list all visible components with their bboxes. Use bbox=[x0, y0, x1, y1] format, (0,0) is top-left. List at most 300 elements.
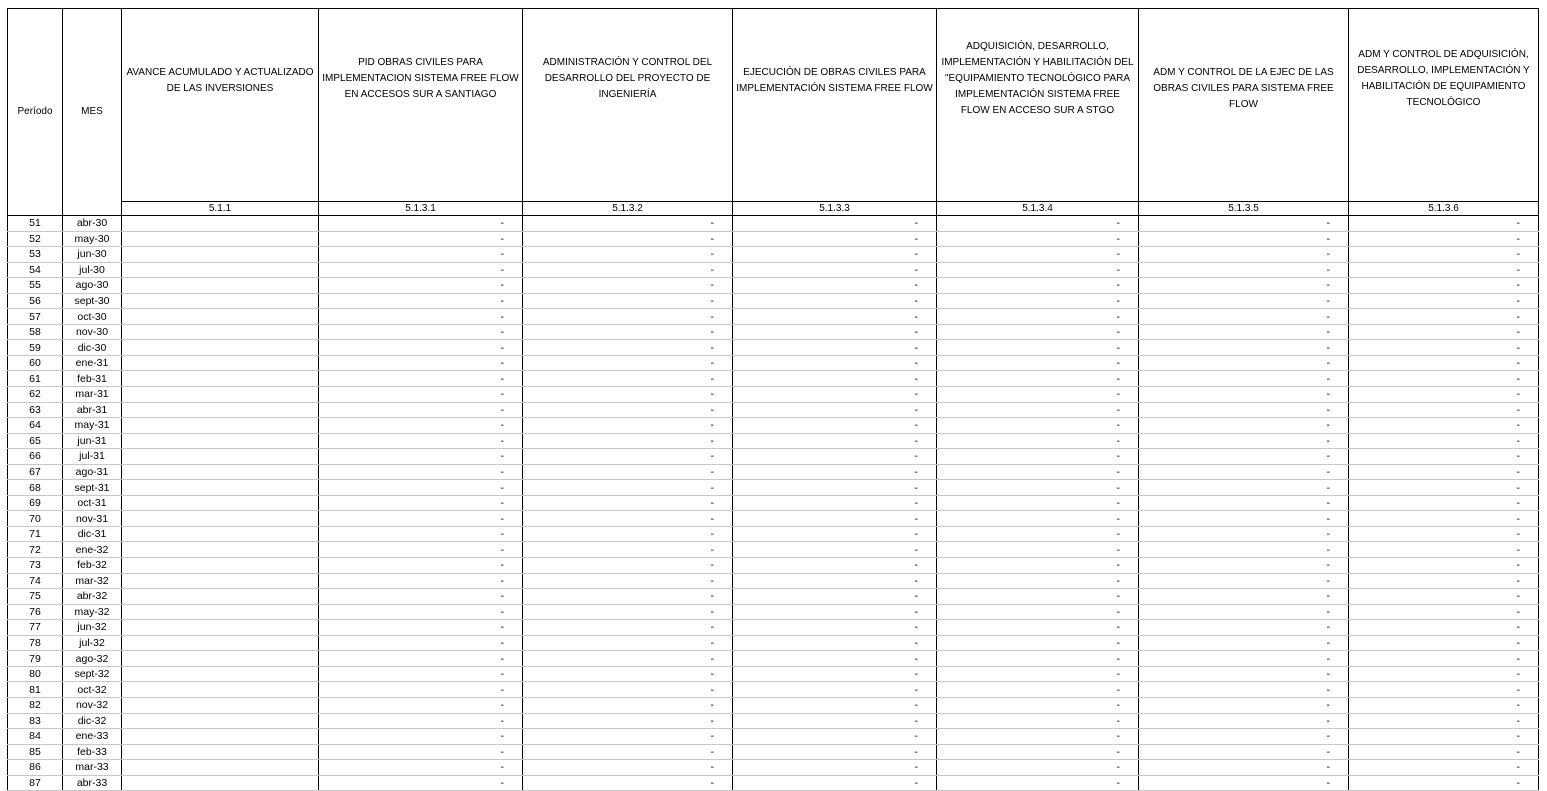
cell-5-1-3-1[interactable]: - bbox=[319, 775, 523, 791]
cell-5-1-3-1[interactable]: - bbox=[319, 247, 523, 263]
cell-mes[interactable]: jun-31 bbox=[63, 433, 122, 449]
cell-5-1-3-6[interactable]: - bbox=[1349, 744, 1539, 760]
cell-mes[interactable]: feb-33 bbox=[63, 744, 122, 760]
cell-5-1-3-6[interactable]: - bbox=[1349, 589, 1539, 605]
cell-5-1-3-2[interactable]: - bbox=[523, 620, 733, 636]
cell-periodo[interactable]: 69 bbox=[8, 495, 63, 511]
cell-5-1-3-1[interactable]: - bbox=[319, 480, 523, 496]
cell-mes[interactable]: dic-32 bbox=[63, 713, 122, 729]
cell-5-1-3-4[interactable]: - bbox=[937, 262, 1139, 278]
cell-periodo[interactable]: 63 bbox=[8, 402, 63, 418]
cell-5-1-3-2[interactable]: - bbox=[523, 744, 733, 760]
cell-5-1-3-1[interactable]: - bbox=[319, 355, 523, 371]
cell-5-1-3-4[interactable]: - bbox=[937, 558, 1139, 574]
cell-periodo[interactable]: 58 bbox=[8, 324, 63, 340]
cell-5-1-3-1[interactable]: - bbox=[319, 293, 523, 309]
cell-periodo[interactable]: 85 bbox=[8, 744, 63, 760]
cell-5-1-3-2[interactable]: - bbox=[523, 309, 733, 325]
cell-5-1-3-6[interactable]: - bbox=[1349, 682, 1539, 698]
cell-5-1-3-1[interactable]: - bbox=[319, 558, 523, 574]
cell-5-1-3-3[interactable]: - bbox=[733, 402, 937, 418]
cell-mes[interactable]: mar-32 bbox=[63, 573, 122, 589]
cell-5-1-3-5[interactable]: - bbox=[1139, 216, 1349, 232]
cell-5-1-3-6[interactable]: - bbox=[1349, 371, 1539, 387]
cell-5-1-3-3[interactable]: - bbox=[733, 729, 937, 745]
cell-5-1-3-5[interactable]: - bbox=[1139, 464, 1349, 480]
cell-5-1-3-1[interactable]: - bbox=[319, 449, 523, 465]
code-5-1-3-4[interactable]: 5.1.3.4 bbox=[937, 202, 1139, 216]
cell-5-1-1[interactable] bbox=[122, 293, 319, 309]
cell-5-1-1[interactable] bbox=[122, 418, 319, 434]
cell-5-1-1[interactable] bbox=[122, 682, 319, 698]
cell-5-1-3-3[interactable]: - bbox=[733, 340, 937, 356]
cell-5-1-3-1[interactable]: - bbox=[319, 666, 523, 682]
cell-periodo[interactable]: 57 bbox=[8, 309, 63, 325]
cell-5-1-3-6[interactable]: - bbox=[1349, 635, 1539, 651]
header-mes[interactable]: MES bbox=[63, 9, 122, 216]
cell-5-1-3-4[interactable]: - bbox=[937, 589, 1139, 605]
cell-periodo[interactable]: 74 bbox=[8, 573, 63, 589]
cell-5-1-3-4[interactable]: - bbox=[937, 635, 1139, 651]
cell-5-1-3-3[interactable]: - bbox=[733, 418, 937, 434]
cell-5-1-3-4[interactable]: - bbox=[937, 697, 1139, 713]
cell-5-1-1[interactable] bbox=[122, 604, 319, 620]
cell-5-1-3-4[interactable]: - bbox=[937, 526, 1139, 542]
cell-5-1-3-5[interactable]: - bbox=[1139, 433, 1349, 449]
cell-5-1-3-3[interactable]: - bbox=[733, 744, 937, 760]
cell-5-1-3-3[interactable]: - bbox=[733, 216, 937, 232]
cell-5-1-3-4[interactable]: - bbox=[937, 542, 1139, 558]
cell-5-1-3-6[interactable]: - bbox=[1349, 526, 1539, 542]
cell-5-1-3-5[interactable]: - bbox=[1139, 340, 1349, 356]
cell-5-1-3-4[interactable]: - bbox=[937, 666, 1139, 682]
cell-5-1-3-6[interactable]: - bbox=[1349, 262, 1539, 278]
cell-5-1-3-4[interactable]: - bbox=[937, 760, 1139, 776]
cell-5-1-3-5[interactable]: - bbox=[1139, 729, 1349, 745]
cell-5-1-3-2[interactable]: - bbox=[523, 604, 733, 620]
cell-5-1-3-3[interactable]: - bbox=[733, 480, 937, 496]
code-5-1-3-3[interactable]: 5.1.3.3 bbox=[733, 202, 937, 216]
cell-5-1-1[interactable] bbox=[122, 262, 319, 278]
cell-5-1-3-4[interactable]: - bbox=[937, 402, 1139, 418]
cell-5-1-3-6[interactable]: - bbox=[1349, 247, 1539, 263]
cell-mes[interactable]: jun-30 bbox=[63, 247, 122, 263]
cell-mes[interactable]: oct-32 bbox=[63, 682, 122, 698]
cell-mes[interactable]: abr-33 bbox=[63, 775, 122, 791]
cell-5-1-3-5[interactable]: - bbox=[1139, 589, 1349, 605]
cell-5-1-3-5[interactable]: - bbox=[1139, 635, 1349, 651]
cell-mes[interactable]: mar-33 bbox=[63, 760, 122, 776]
cell-5-1-3-6[interactable]: - bbox=[1349, 449, 1539, 465]
cell-5-1-3-3[interactable]: - bbox=[733, 620, 937, 636]
cell-5-1-3-6[interactable]: - bbox=[1349, 293, 1539, 309]
cell-5-1-3-3[interactable]: - bbox=[733, 449, 937, 465]
cell-periodo[interactable]: 64 bbox=[8, 418, 63, 434]
cell-5-1-3-4[interactable]: - bbox=[937, 433, 1139, 449]
cell-5-1-3-6[interactable]: - bbox=[1349, 729, 1539, 745]
cell-periodo[interactable]: 87 bbox=[8, 775, 63, 791]
cell-5-1-3-6[interactable]: - bbox=[1349, 775, 1539, 791]
cell-5-1-3-2[interactable]: - bbox=[523, 526, 733, 542]
cell-5-1-3-3[interactable]: - bbox=[733, 262, 937, 278]
cell-5-1-3-5[interactable]: - bbox=[1139, 511, 1349, 527]
cell-5-1-3-6[interactable]: - bbox=[1349, 604, 1539, 620]
cell-periodo[interactable]: 67 bbox=[8, 464, 63, 480]
cell-5-1-3-6[interactable]: - bbox=[1349, 620, 1539, 636]
cell-mes[interactable]: ene-31 bbox=[63, 355, 122, 371]
cell-5-1-3-3[interactable]: - bbox=[733, 231, 937, 247]
header-5-1-3-3[interactable]: EJECUCIÓN DE OBRAS CIVILES PARA IMPLEMENTACIÓN SISTEMA FREE FLOW bbox=[733, 9, 937, 202]
cell-5-1-3-3[interactable]: - bbox=[733, 558, 937, 574]
cell-mes[interactable]: may-30 bbox=[63, 231, 122, 247]
cell-mes[interactable]: ago-31 bbox=[63, 464, 122, 480]
cell-5-1-3-5[interactable]: - bbox=[1139, 402, 1349, 418]
cell-5-1-3-2[interactable]: - bbox=[523, 464, 733, 480]
cell-5-1-1[interactable] bbox=[122, 713, 319, 729]
cell-mes[interactable]: jun-32 bbox=[63, 620, 122, 636]
cell-5-1-3-5[interactable]: - bbox=[1139, 760, 1349, 776]
cell-5-1-3-1[interactable]: - bbox=[319, 573, 523, 589]
cell-5-1-3-4[interactable]: - bbox=[937, 309, 1139, 325]
cell-5-1-3-6[interactable]: - bbox=[1349, 651, 1539, 667]
cell-5-1-3-2[interactable]: - bbox=[523, 340, 733, 356]
cell-5-1-3-4[interactable]: - bbox=[937, 355, 1139, 371]
cell-5-1-3-3[interactable]: - bbox=[733, 371, 937, 387]
code-5-1-3-5[interactable]: 5.1.3.5 bbox=[1139, 202, 1349, 216]
cell-5-1-3-2[interactable]: - bbox=[523, 371, 733, 387]
cell-5-1-3-5[interactable]: - bbox=[1139, 697, 1349, 713]
cell-5-1-3-1[interactable]: - bbox=[319, 418, 523, 434]
header-5-1-3-4[interactable]: ADQUISICIÓN, DESARROLLO, IMPLEMENTACIÓN Y HABILITACIÓN DEL "EQUIPAMIENTO TECNOLÓGICO PARA IMPLEMENTACIÓN SISTEMA FREE FLOW EN ACCESO SUR A STGO bbox=[937, 9, 1139, 202]
cell-5-1-3-5[interactable]: - bbox=[1139, 355, 1349, 371]
cell-5-1-3-2[interactable]: - bbox=[523, 355, 733, 371]
cell-periodo[interactable]: 70 bbox=[8, 511, 63, 527]
cell-5-1-3-2[interactable]: - bbox=[523, 278, 733, 294]
cell-5-1-3-4[interactable]: - bbox=[937, 511, 1139, 527]
cell-periodo[interactable]: 78 bbox=[8, 635, 63, 651]
cell-mes[interactable]: feb-32 bbox=[63, 558, 122, 574]
header-5-1-3-1[interactable]: PID OBRAS CIVILES PARA IMPLEMENTACION SISTEMA FREE FLOW EN ACCESOS SUR A SANTIAGO bbox=[319, 9, 523, 202]
cell-5-1-3-5[interactable]: - bbox=[1139, 620, 1349, 636]
cell-periodo[interactable]: 62 bbox=[8, 387, 63, 403]
cell-mes[interactable]: ago-30 bbox=[63, 278, 122, 294]
cell-5-1-1[interactable] bbox=[122, 589, 319, 605]
cell-mes[interactable]: sept-32 bbox=[63, 666, 122, 682]
cell-5-1-3-3[interactable]: - bbox=[733, 278, 937, 294]
cell-5-1-3-1[interactable]: - bbox=[319, 729, 523, 745]
cell-5-1-3-2[interactable]: - bbox=[523, 542, 733, 558]
cell-5-1-1[interactable] bbox=[122, 480, 319, 496]
cell-mes[interactable]: mar-31 bbox=[63, 387, 122, 403]
cell-mes[interactable]: feb-31 bbox=[63, 371, 122, 387]
cell-5-1-3-3[interactable]: - bbox=[733, 775, 937, 791]
cell-5-1-3-5[interactable]: - bbox=[1139, 526, 1349, 542]
cell-5-1-3-2[interactable]: - bbox=[523, 402, 733, 418]
cell-5-1-3-5[interactable]: - bbox=[1139, 744, 1349, 760]
cell-5-1-3-4[interactable]: - bbox=[937, 682, 1139, 698]
cell-5-1-3-6[interactable]: - bbox=[1349, 216, 1539, 232]
cell-5-1-1[interactable] bbox=[122, 309, 319, 325]
cell-5-1-3-4[interactable]: - bbox=[937, 418, 1139, 434]
header-5-1-3-6[interactable]: ADM Y CONTROL DE ADQUISICIÓN, DESARROLLO, IMPLEMENTACIÓN Y HABILITACIÓN DE EQUIPAMIENTO TECNOLÓGICO bbox=[1349, 9, 1539, 202]
cell-5-1-3-6[interactable]: - bbox=[1349, 666, 1539, 682]
cell-periodo[interactable]: 86 bbox=[8, 760, 63, 776]
cell-periodo[interactable]: 72 bbox=[8, 542, 63, 558]
header-5-1-3-5[interactable]: ADM Y CONTROL DE LA EJEC DE LAS OBRAS CIVILES PARA SISTEMA FREE FLOW bbox=[1139, 9, 1349, 202]
cell-5-1-3-1[interactable]: - bbox=[319, 760, 523, 776]
cell-5-1-3-6[interactable]: - bbox=[1349, 418, 1539, 434]
cell-5-1-3-3[interactable]: - bbox=[733, 697, 937, 713]
cell-5-1-1[interactable] bbox=[122, 635, 319, 651]
cell-mes[interactable]: may-32 bbox=[63, 604, 122, 620]
cell-5-1-1[interactable] bbox=[122, 247, 319, 263]
cell-5-1-3-4[interactable]: - bbox=[937, 464, 1139, 480]
cell-5-1-3-3[interactable]: - bbox=[733, 573, 937, 589]
header-5-1-3-2[interactable]: ADMINISTRACIÓN Y CONTROL DEL DESARROLLO DEL PROYECTO DE INGENIERÍA bbox=[523, 9, 733, 202]
cell-5-1-1[interactable] bbox=[122, 651, 319, 667]
cell-5-1-3-3[interactable]: - bbox=[733, 651, 937, 667]
cell-5-1-3-1[interactable]: - bbox=[319, 713, 523, 729]
code-5-1-3-1[interactable]: 5.1.3.1 bbox=[319, 202, 523, 216]
cell-5-1-3-5[interactable]: - bbox=[1139, 231, 1349, 247]
cell-5-1-3-1[interactable]: - bbox=[319, 697, 523, 713]
cell-5-1-3-6[interactable]: - bbox=[1349, 760, 1539, 776]
cell-5-1-1[interactable] bbox=[122, 511, 319, 527]
cell-5-1-3-2[interactable]: - bbox=[523, 729, 733, 745]
cell-5-1-3-1[interactable]: - bbox=[319, 278, 523, 294]
cell-5-1-1[interactable] bbox=[122, 558, 319, 574]
cell-5-1-3-3[interactable]: - bbox=[733, 760, 937, 776]
cell-5-1-3-3[interactable]: - bbox=[733, 293, 937, 309]
cell-periodo[interactable]: 55 bbox=[8, 278, 63, 294]
cell-5-1-3-1[interactable]: - bbox=[319, 387, 523, 403]
cell-periodo[interactable]: 82 bbox=[8, 697, 63, 713]
cell-5-1-3-1[interactable]: - bbox=[319, 371, 523, 387]
cell-5-1-3-1[interactable]: - bbox=[319, 589, 523, 605]
cell-periodo[interactable]: 52 bbox=[8, 231, 63, 247]
cell-5-1-3-5[interactable]: - bbox=[1139, 309, 1349, 325]
cell-5-1-3-5[interactable]: - bbox=[1139, 713, 1349, 729]
cell-5-1-3-6[interactable]: - bbox=[1349, 433, 1539, 449]
cell-5-1-3-5[interactable]: - bbox=[1139, 293, 1349, 309]
cell-5-1-3-4[interactable]: - bbox=[937, 604, 1139, 620]
cell-5-1-3-3[interactable]: - bbox=[733, 604, 937, 620]
cell-mes[interactable]: nov-30 bbox=[63, 324, 122, 340]
cell-mes[interactable]: oct-30 bbox=[63, 309, 122, 325]
code-5-1-3-2[interactable]: 5.1.3.2 bbox=[523, 202, 733, 216]
cell-5-1-1[interactable] bbox=[122, 433, 319, 449]
cell-5-1-1[interactable] bbox=[122, 775, 319, 791]
cell-5-1-3-6[interactable]: - bbox=[1349, 542, 1539, 558]
cell-5-1-3-2[interactable]: - bbox=[523, 682, 733, 698]
cell-5-1-3-1[interactable]: - bbox=[319, 542, 523, 558]
cell-5-1-3-2[interactable]: - bbox=[523, 293, 733, 309]
cell-5-1-3-2[interactable]: - bbox=[523, 324, 733, 340]
cell-5-1-3-5[interactable]: - bbox=[1139, 495, 1349, 511]
cell-5-1-3-6[interactable]: - bbox=[1349, 387, 1539, 403]
cell-5-1-1[interactable] bbox=[122, 387, 319, 403]
cell-5-1-3-5[interactable]: - bbox=[1139, 387, 1349, 403]
cell-5-1-3-3[interactable]: - bbox=[733, 713, 937, 729]
cell-periodo[interactable]: 59 bbox=[8, 340, 63, 356]
cell-5-1-3-1[interactable]: - bbox=[319, 464, 523, 480]
cell-5-1-3-5[interactable]: - bbox=[1139, 604, 1349, 620]
cell-5-1-1[interactable] bbox=[122, 216, 319, 232]
cell-5-1-3-2[interactable]: - bbox=[523, 216, 733, 232]
cell-5-1-3-4[interactable]: - bbox=[937, 449, 1139, 465]
cell-periodo[interactable]: 60 bbox=[8, 355, 63, 371]
cell-5-1-3-4[interactable]: - bbox=[937, 216, 1139, 232]
cell-5-1-1[interactable] bbox=[122, 620, 319, 636]
cell-periodo[interactable]: 65 bbox=[8, 433, 63, 449]
cell-periodo[interactable]: 61 bbox=[8, 371, 63, 387]
cell-5-1-3-3[interactable]: - bbox=[733, 309, 937, 325]
cell-5-1-3-2[interactable]: - bbox=[523, 697, 733, 713]
cell-5-1-1[interactable] bbox=[122, 464, 319, 480]
cell-5-1-1[interactable] bbox=[122, 231, 319, 247]
cell-5-1-3-3[interactable]: - bbox=[733, 464, 937, 480]
cell-5-1-3-5[interactable]: - bbox=[1139, 449, 1349, 465]
cell-5-1-3-4[interactable]: - bbox=[937, 387, 1139, 403]
cell-5-1-3-1[interactable]: - bbox=[319, 744, 523, 760]
cell-mes[interactable]: may-31 bbox=[63, 418, 122, 434]
cell-5-1-3-2[interactable]: - bbox=[523, 651, 733, 667]
cell-5-1-3-1[interactable]: - bbox=[319, 216, 523, 232]
cell-5-1-1[interactable] bbox=[122, 340, 319, 356]
cell-mes[interactable]: jul-31 bbox=[63, 449, 122, 465]
cell-mes[interactable]: nov-31 bbox=[63, 511, 122, 527]
cell-mes[interactable]: abr-31 bbox=[63, 402, 122, 418]
cell-5-1-3-4[interactable]: - bbox=[937, 495, 1139, 511]
cell-5-1-3-2[interactable]: - bbox=[523, 495, 733, 511]
cell-5-1-3-1[interactable]: - bbox=[319, 231, 523, 247]
cell-5-1-1[interactable] bbox=[122, 278, 319, 294]
cell-5-1-3-2[interactable]: - bbox=[523, 558, 733, 574]
cell-5-1-3-3[interactable]: - bbox=[733, 355, 937, 371]
cell-mes[interactable]: jul-32 bbox=[63, 635, 122, 651]
cell-5-1-3-2[interactable]: - bbox=[523, 573, 733, 589]
cell-mes[interactable]: sept-31 bbox=[63, 480, 122, 496]
cell-5-1-3-2[interactable]: - bbox=[523, 480, 733, 496]
cell-periodo[interactable]: 79 bbox=[8, 651, 63, 667]
cell-periodo[interactable]: 80 bbox=[8, 666, 63, 682]
cell-5-1-3-1[interactable]: - bbox=[319, 682, 523, 698]
cell-5-1-3-5[interactable]: - bbox=[1139, 682, 1349, 698]
cell-5-1-3-4[interactable]: - bbox=[937, 340, 1139, 356]
cell-mes[interactable]: nov-32 bbox=[63, 697, 122, 713]
cell-5-1-1[interactable] bbox=[122, 729, 319, 745]
cell-5-1-3-6[interactable]: - bbox=[1349, 464, 1539, 480]
cell-5-1-3-2[interactable]: - bbox=[523, 635, 733, 651]
cell-5-1-3-2[interactable]: - bbox=[523, 666, 733, 682]
cell-5-1-3-2[interactable]: - bbox=[523, 760, 733, 776]
cell-5-1-3-1[interactable]: - bbox=[319, 511, 523, 527]
cell-5-1-3-5[interactable]: - bbox=[1139, 262, 1349, 278]
cell-5-1-3-2[interactable]: - bbox=[523, 713, 733, 729]
cell-5-1-3-6[interactable]: - bbox=[1349, 324, 1539, 340]
cell-5-1-3-6[interactable]: - bbox=[1349, 278, 1539, 294]
cell-5-1-3-6[interactable]: - bbox=[1349, 495, 1539, 511]
cell-5-1-3-4[interactable]: - bbox=[937, 651, 1139, 667]
cell-mes[interactable]: oct-31 bbox=[63, 495, 122, 511]
cell-5-1-3-3[interactable]: - bbox=[733, 247, 937, 263]
cell-5-1-3-5[interactable]: - bbox=[1139, 278, 1349, 294]
cell-5-1-3-1[interactable]: - bbox=[319, 262, 523, 278]
cell-5-1-3-4[interactable]: - bbox=[937, 231, 1139, 247]
cell-periodo[interactable]: 75 bbox=[8, 589, 63, 605]
cell-5-1-3-5[interactable]: - bbox=[1139, 666, 1349, 682]
cell-5-1-3-5[interactable]: - bbox=[1139, 480, 1349, 496]
cell-5-1-3-5[interactable]: - bbox=[1139, 418, 1349, 434]
cell-5-1-3-1[interactable]: - bbox=[319, 309, 523, 325]
cell-mes[interactable]: abr-32 bbox=[63, 589, 122, 605]
cell-mes[interactable]: jul-30 bbox=[63, 262, 122, 278]
cell-5-1-3-6[interactable]: - bbox=[1349, 558, 1539, 574]
cell-5-1-3-4[interactable]: - bbox=[937, 775, 1139, 791]
cell-5-1-3-4[interactable]: - bbox=[937, 324, 1139, 340]
cell-5-1-1[interactable] bbox=[122, 355, 319, 371]
cell-periodo[interactable]: 56 bbox=[8, 293, 63, 309]
cell-5-1-3-2[interactable]: - bbox=[523, 775, 733, 791]
cell-periodo[interactable]: 76 bbox=[8, 604, 63, 620]
cell-5-1-3-6[interactable]: - bbox=[1349, 340, 1539, 356]
cell-5-1-3-3[interactable]: - bbox=[733, 324, 937, 340]
cell-5-1-3-6[interactable]: - bbox=[1349, 480, 1539, 496]
cell-5-1-3-5[interactable]: - bbox=[1139, 247, 1349, 263]
cell-5-1-3-2[interactable]: - bbox=[523, 589, 733, 605]
cell-5-1-3-1[interactable]: - bbox=[319, 604, 523, 620]
cell-5-1-1[interactable] bbox=[122, 324, 319, 340]
cell-5-1-3-2[interactable]: - bbox=[523, 449, 733, 465]
cell-5-1-3-1[interactable]: - bbox=[319, 495, 523, 511]
cell-periodo[interactable]: 81 bbox=[8, 682, 63, 698]
cell-5-1-3-5[interactable]: - bbox=[1139, 775, 1349, 791]
cell-mes[interactable]: sept-30 bbox=[63, 293, 122, 309]
cell-mes[interactable]: dic-30 bbox=[63, 340, 122, 356]
cell-5-1-3-3[interactable]: - bbox=[733, 433, 937, 449]
cell-5-1-3-3[interactable]: - bbox=[733, 495, 937, 511]
cell-periodo[interactable]: 66 bbox=[8, 449, 63, 465]
cell-periodo[interactable]: 71 bbox=[8, 526, 63, 542]
cell-5-1-3-4[interactable]: - bbox=[937, 744, 1139, 760]
cell-5-1-3-6[interactable]: - bbox=[1349, 402, 1539, 418]
cell-5-1-3-3[interactable]: - bbox=[733, 511, 937, 527]
cell-5-1-3-1[interactable]: - bbox=[319, 651, 523, 667]
cell-5-1-3-3[interactable]: - bbox=[733, 387, 937, 403]
cell-5-1-3-6[interactable]: - bbox=[1349, 231, 1539, 247]
cell-5-1-3-5[interactable]: - bbox=[1139, 542, 1349, 558]
cell-5-1-3-3[interactable]: - bbox=[733, 682, 937, 698]
cell-mes[interactable]: abr-30 bbox=[63, 216, 122, 232]
cell-5-1-1[interactable] bbox=[122, 495, 319, 511]
cell-5-1-3-4[interactable]: - bbox=[937, 480, 1139, 496]
cell-5-1-3-6[interactable]: - bbox=[1349, 309, 1539, 325]
cell-mes[interactable]: dic-31 bbox=[63, 526, 122, 542]
cell-5-1-3-3[interactable]: - bbox=[733, 526, 937, 542]
cell-5-1-3-1[interactable]: - bbox=[319, 340, 523, 356]
cell-5-1-3-5[interactable]: - bbox=[1139, 651, 1349, 667]
cell-5-1-3-5[interactable]: - bbox=[1139, 324, 1349, 340]
cell-5-1-3-4[interactable]: - bbox=[937, 729, 1139, 745]
cell-5-1-3-4[interactable]: - bbox=[937, 293, 1139, 309]
cell-mes[interactable]: ago-32 bbox=[63, 651, 122, 667]
cell-5-1-3-3[interactable]: - bbox=[733, 542, 937, 558]
cell-5-1-3-4[interactable]: - bbox=[937, 573, 1139, 589]
cell-5-1-3-3[interactable]: - bbox=[733, 635, 937, 651]
cell-5-1-3-4[interactable]: - bbox=[937, 278, 1139, 294]
cell-5-1-3-6[interactable]: - bbox=[1349, 511, 1539, 527]
cell-5-1-3-1[interactable]: - bbox=[319, 324, 523, 340]
